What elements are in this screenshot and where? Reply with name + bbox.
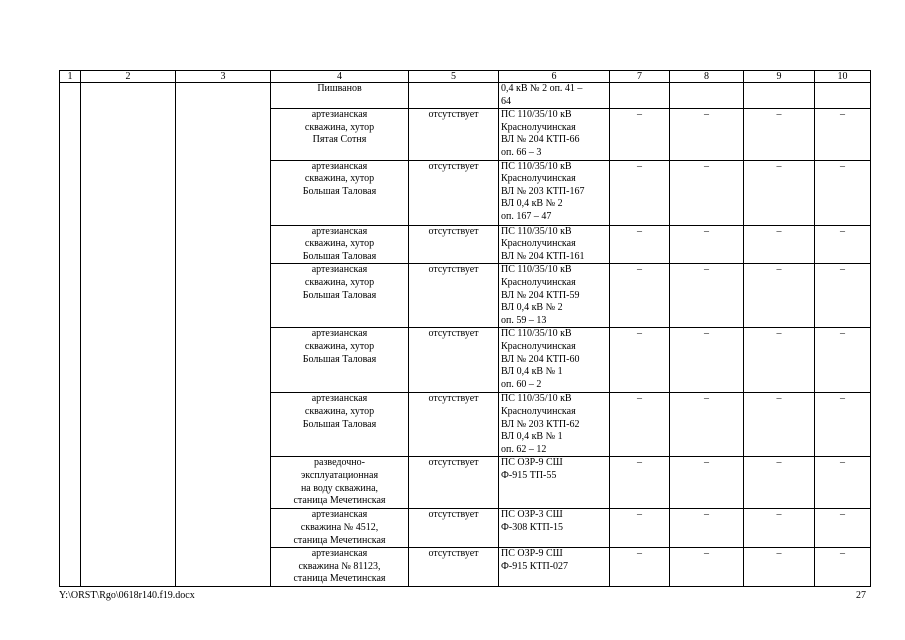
power-source-cell: ПС 110/35/10 кВ Краснолучинская ВЛ № 204 КТП-59 ВЛ 0,4 кВ № 2 оп. 59 – 13 (499, 264, 610, 328)
object-cell: Пишванов (271, 83, 409, 109)
status-cell: отсутствует (409, 509, 499, 548)
col8-cell: – (670, 509, 744, 548)
header-cell: 5 (409, 71, 499, 83)
col9-cell: – (744, 328, 815, 393)
object-cell: артезианская скважина, хутор Большая Таловая (271, 160, 409, 225)
col8-cell: – (670, 328, 744, 393)
power-source-cell: ПС ОЗР-9 СШ Ф-915 ТП-55 (499, 457, 610, 509)
status-cell: отсутствует (409, 393, 499, 457)
col8-cell: – (670, 109, 744, 160)
col9-cell: – (744, 109, 815, 160)
col7-cell: – (610, 457, 670, 509)
header-cell: 3 (176, 71, 271, 83)
col7-cell: – (610, 548, 670, 587)
col7-cell: – (610, 328, 670, 393)
object-cell: артезианская скважина № 81123, станица Мечетинская (271, 548, 409, 587)
status-cell: отсутствует (409, 225, 499, 264)
status-cell: отсутствует (409, 109, 499, 160)
col9-cell: – (744, 509, 815, 548)
col8-cell: – (670, 264, 744, 328)
col9-cell: – (744, 225, 815, 264)
col10-cell: – (815, 457, 871, 509)
col7-cell: – (610, 160, 670, 225)
power-source-cell: ПС 110/35/10 кВ Краснолучинская ВЛ № 204 КТП-60 ВЛ 0,4 кВ № 1 оп. 60 – 2 (499, 328, 610, 393)
status-cell: отсутствует (409, 264, 499, 328)
col10-cell (815, 83, 871, 109)
col10-cell: – (815, 548, 871, 587)
object-cell: артезианская скважина, хутор Большая Таловая (271, 328, 409, 393)
object-cell: артезианская скважина № 4512, станица Мечетинская (271, 509, 409, 548)
power-source-cell: ПС 110/35/10 кВ Краснолучинская ВЛ № 203 КТП-167 ВЛ 0,4 кВ № 2 оп. 167 – 47 (499, 160, 610, 225)
header-cell: 7 (610, 71, 670, 83)
col9-cell: – (744, 548, 815, 587)
data-table (59, 70, 871, 587)
power-source-cell: ПС 110/35/10 кВ Краснолучинская ВЛ № 204 КТП-161 (499, 225, 610, 264)
power-source-cell: ПС ОЗР-3 СШ Ф-308 КТП-15 (499, 509, 610, 548)
col8-cell: – (670, 225, 744, 264)
col10-cell: – (815, 328, 871, 393)
col7-cell (610, 83, 670, 109)
col7-cell: – (610, 393, 670, 457)
col7-cell: – (610, 264, 670, 328)
object-cell: артезианская скважина, хутор Большая Таловая (271, 393, 409, 457)
header-cell: 2 (81, 71, 176, 83)
col7-cell: – (610, 509, 670, 548)
header-cell: 6 (499, 71, 610, 83)
object-cell: артезианская скважина, хутор Пятая Сотня (271, 109, 409, 160)
col3-cell (176, 83, 271, 587)
col1-cell (60, 83, 81, 587)
col7-cell: – (610, 225, 670, 264)
col9-cell: – (744, 264, 815, 328)
col8-cell: – (670, 160, 744, 225)
col9-cell: – (744, 160, 815, 225)
status-cell: отсутствует (409, 548, 499, 587)
col10-cell: – (815, 160, 871, 225)
header-cell: 1 (60, 71, 81, 83)
object-cell: артезианская скважина, хутор Большая Таловая (271, 264, 409, 328)
table-body (60, 83, 871, 587)
header-row (60, 71, 871, 83)
col10-cell: – (815, 225, 871, 264)
col9-cell: – (744, 393, 815, 457)
table-row (60, 83, 871, 109)
header-cell: 4 (271, 71, 409, 83)
col8-cell: – (670, 457, 744, 509)
header-cell: 9 (744, 71, 815, 83)
header-cell: 8 (670, 71, 744, 83)
col2-cell (81, 83, 176, 587)
header-cell: 10 (815, 71, 871, 83)
col8-cell: – (670, 393, 744, 457)
col10-cell: – (815, 393, 871, 457)
col8-cell: – (670, 548, 744, 587)
power-source-cell: ПС 110/35/10 кВ Краснолучинская ВЛ № 203 КТП-62 ВЛ 0,4 кВ № 1 оп. 62 – 12 (499, 393, 610, 457)
col9-cell: – (744, 457, 815, 509)
status-cell: отсутствует (409, 328, 499, 393)
object-cell: артезианская скважина, хутор Большая Таловая (271, 225, 409, 264)
col7-cell: – (610, 109, 670, 160)
footer-page-number: 27 (856, 590, 866, 601)
status-cell (409, 83, 499, 109)
status-cell: отсутствует (409, 457, 499, 509)
col9-cell (744, 83, 815, 109)
power-source-cell: 0,4 кВ № 2 оп. 41 – 64 (499, 83, 610, 109)
status-cell: отсутствует (409, 160, 499, 225)
power-source-cell: ПС ОЗР-9 СШ Ф-915 КТП-027 (499, 548, 610, 587)
object-cell: разведочно- эксплуатационная на воду скважина, станица Мечетинская (271, 457, 409, 509)
col10-cell: – (815, 109, 871, 160)
col10-cell: – (815, 264, 871, 328)
footer-file-path: Y:\ORST\Rgo\0618r140.f19.docx (59, 590, 195, 601)
col10-cell: – (815, 509, 871, 548)
col8-cell (670, 83, 744, 109)
power-source-cell: ПС 110/35/10 кВ Краснолучинская ВЛ № 204 КТП-66 оп. 66 – 3 (499, 109, 610, 160)
